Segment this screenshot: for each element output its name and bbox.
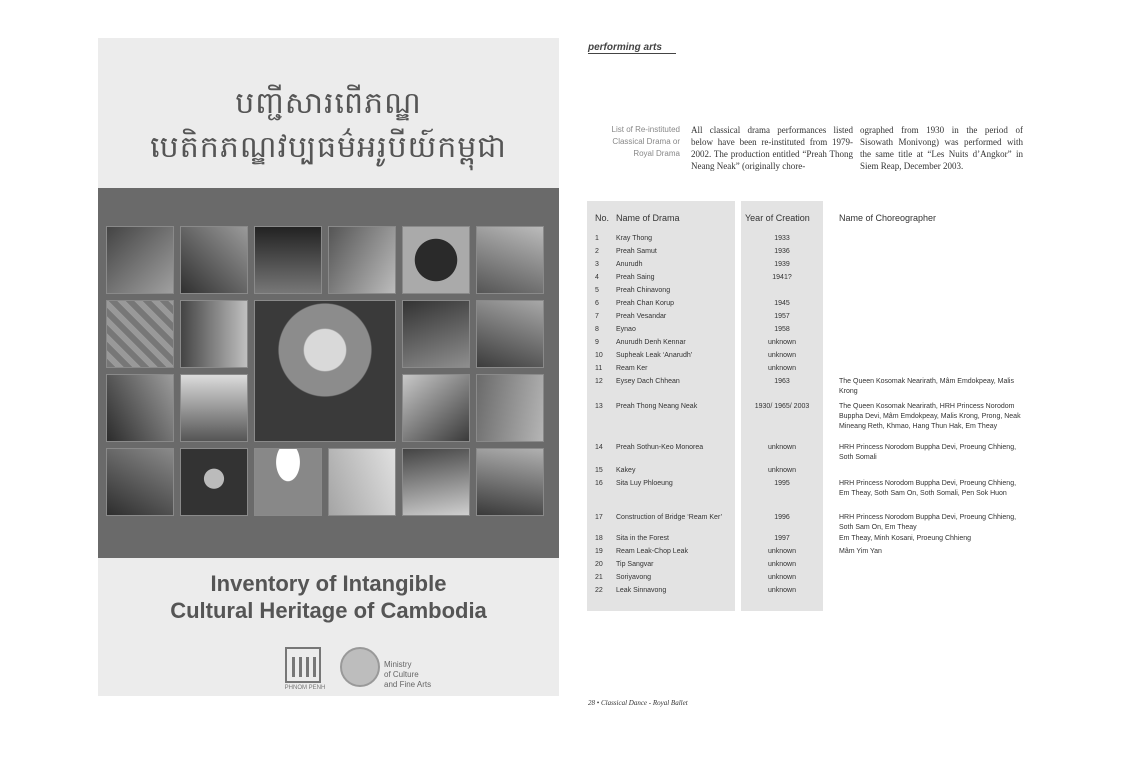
row-number: 17	[595, 514, 603, 521]
year-of-creation: unknown	[767, 587, 797, 594]
row-number: 15	[595, 467, 603, 474]
year-of-creation: unknown	[767, 574, 797, 581]
year-of-creation: unknown	[767, 548, 797, 555]
row-number: 18	[595, 535, 603, 542]
row-number: 20	[595, 561, 603, 568]
row-number: 9	[595, 339, 599, 346]
table-header-year: Year of Creation	[745, 213, 810, 223]
drama-name: Eysey Dach Chhean	[616, 378, 680, 385]
collage-photo	[180, 448, 248, 516]
row-number: 14	[595, 444, 603, 451]
choreographer-names: Em Theay, Minh Kosani, Proeung Chhieng	[839, 535, 972, 542]
drama-name: Kray Thong	[616, 235, 653, 242]
row-number: 7	[595, 313, 599, 320]
row-number: 3	[595, 261, 599, 268]
row-number: 19	[595, 548, 603, 555]
row-number: 21	[595, 574, 603, 581]
choreographer-names: HRH Princess Norodom Buppha Devi, Proeung Chhieng, Em Theay, Soth Sam On, Soth Somali, Pen Sok Huon	[839, 480, 1017, 497]
cover-khmer-title-line2: បេតិកភណ្ឌវប្បធម៌អរូបីយ៍កម្ពុជា	[150, 130, 507, 165]
collage-photo	[402, 300, 470, 368]
choreographer-names: HRH Princess Norodom Buppha Devi, Proeung Chhieng, Soth Somali	[839, 444, 1017, 461]
drama-name: Supheak Leak ‘Anarudh’	[616, 352, 693, 359]
year-of-creation: 1945	[774, 300, 790, 307]
cover-photo-collage	[98, 188, 559, 558]
collage-photo	[476, 448, 544, 516]
collage-photo	[106, 300, 174, 368]
drama-name: Preah Samut	[616, 248, 657, 255]
choreographer-names: The Queen Kosomak Nearirath, HRH Princess Norodom Buppha Devi, Mâm Emdokpeay, Malis Krong, Prong, Neak Mineang Reth, Khmao, Hang Thun Hak, Em Theay	[839, 403, 1021, 430]
ministry-seal-icon	[340, 647, 380, 687]
row-number: 4	[595, 274, 599, 281]
year-of-creation: 1939	[774, 261, 790, 268]
collage-photo	[254, 448, 322, 516]
table-header-choreographer: Name of Choreographer	[839, 213, 937, 223]
collage-photo	[254, 226, 322, 294]
year-of-creation: unknown	[767, 352, 797, 359]
year-of-creation: 1995	[774, 480, 790, 487]
row-number: 8	[595, 326, 599, 333]
table-header-name: Name of Drama	[616, 213, 680, 223]
collage-photo	[402, 448, 470, 516]
unesco-logo-icon	[285, 647, 321, 683]
collage-photo	[180, 300, 248, 368]
year-of-creation: unknown	[767, 561, 797, 568]
drama-name: Preah Vesandar	[616, 313, 667, 320]
year-of-creation: 1936	[774, 248, 790, 255]
year-of-creation: 1958	[774, 326, 790, 333]
year-of-creation: unknown	[767, 467, 797, 474]
year-of-creation: unknown	[767, 444, 797, 451]
drama-name: Leak Sinnavong	[616, 587, 667, 594]
collage-photo	[402, 374, 470, 442]
year-of-creation: unknown	[767, 365, 797, 372]
cover-khmer-title-line1: បញ្ជីសារពើភណ្ឌ	[235, 86, 422, 121]
year-of-creation: unknown	[767, 339, 797, 346]
row-number: 12	[595, 378, 603, 385]
year-of-creation: 1930/ 1965/ 2003	[754, 403, 810, 410]
ministry-line: Ministry	[384, 660, 412, 669]
drama-name: Preah Chinavong	[616, 287, 671, 294]
choreographer-names: The Queen Kosomak Nearirath, Mâm Emdokpeay, Malis Krong	[839, 378, 1014, 395]
row-number: 10	[595, 352, 603, 359]
row-number: 11	[595, 365, 603, 372]
ministry-name	[384, 660, 431, 690]
collage-photo	[106, 448, 174, 516]
collage-photo	[106, 374, 174, 442]
row-number: 22	[595, 587, 603, 594]
year-of-creation: 1941?	[772, 274, 792, 281]
drama-name: Anurudh	[616, 261, 643, 268]
drama-name: Sita Luy Phloeung	[616, 480, 673, 487]
row-number: 2	[595, 248, 599, 255]
row-number: 6	[595, 300, 599, 307]
collage-photo	[402, 226, 470, 294]
drama-name: Eynao	[616, 326, 636, 333]
choreographer-names: HRH Princess Norodom Buppha Devi, Proeung Chhieng, Soth Sam On, Em Theay	[839, 514, 1017, 531]
unesco-logo-caption: PHNOM PENH	[284, 685, 326, 691]
drama-name: Ream Leak-Chop Leak	[616, 548, 688, 555]
collage-photo	[180, 226, 248, 294]
drama-name: Construction of Bridge ‘Ream Ker’	[616, 514, 723, 521]
drama-name: Preah Chan Korup	[616, 300, 674, 307]
intro-paragraph-col1: All classical drama performances listed below have been re-instituted from 1979-2002. The production entitled “Preah Thong Neang Neak” (originally chore-	[691, 125, 853, 171]
drama-name: Preah Sothun-Keo Monorea	[616, 444, 704, 451]
drama-name: Tip Sangvar	[616, 561, 654, 568]
drama-name: Soriyavong	[616, 574, 652, 581]
drama-name: Preah Saing	[616, 274, 655, 281]
ministry-line: and Fine Arts	[384, 680, 432, 689]
drama-name: Anurudh Denh Kennar	[616, 339, 686, 346]
year-of-creation: 1997	[774, 535, 790, 542]
section-title: performing arts	[588, 42, 676, 54]
year-of-creation: 1933	[774, 235, 790, 242]
book-cover	[98, 38, 559, 696]
choreographer-names: Mâm Yim Yan	[839, 548, 882, 555]
year-of-creation: 1963	[774, 378, 790, 385]
drama-name: Sita in the Forest	[616, 535, 669, 542]
row-number: 1	[595, 235, 599, 242]
drama-name: Ream Ker	[616, 365, 648, 372]
year-of-creation: 1996	[774, 514, 790, 521]
intro-paragraph-col2: ographed from 1930 in the period of Sisowath Monivong) was performed with the same title at “Les Nuits d’Angkor” in Siem Reap, December 2003.	[860, 125, 1023, 171]
collage-photo	[328, 448, 396, 516]
collage-photo	[328, 226, 396, 294]
page-footer: 28 • Classical Dance - Royal Ballet	[588, 699, 688, 707]
drama-name: Preah Thong Neang Neak	[616, 403, 698, 410]
row-number: 13	[595, 403, 603, 410]
ministry-line: of Culture	[384, 670, 419, 679]
collage-photo	[476, 226, 544, 294]
table-header-no: No.	[595, 213, 610, 223]
collage-photo	[106, 226, 174, 294]
collage-photo	[476, 300, 544, 368]
collage-photo	[180, 374, 248, 442]
drama-name: Kakey	[616, 467, 636, 474]
sidebar-label: List of Re-instituted Classical Drama or Royal Drama	[611, 125, 680, 158]
row-number: 16	[595, 480, 603, 487]
collage-photo	[476, 374, 544, 442]
row-number: 5	[595, 287, 599, 294]
collage-photo-mask-dancer	[254, 300, 396, 442]
year-of-creation: 1957	[774, 313, 790, 320]
cover-title-line2: Cultural Heritage of Cambodia	[170, 598, 487, 623]
cover-title-line1: Inventory of Intangible	[210, 571, 447, 596]
